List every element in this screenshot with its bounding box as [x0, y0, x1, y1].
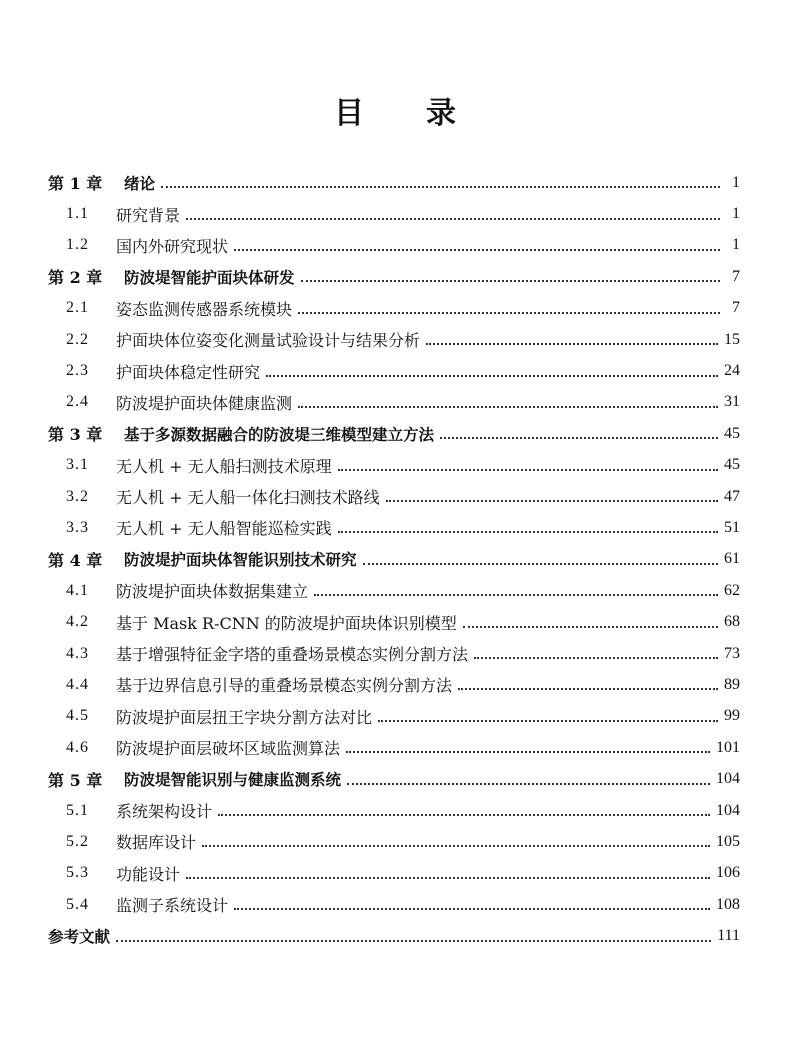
toc-chapter-entry[interactable]	[48, 763, 740, 794]
toc-entry-number: 3.1	[66, 456, 89, 474]
toc-entry-number: 2.1	[66, 299, 89, 317]
toc-entry-page-number: 104	[716, 801, 740, 819]
toc-entry-page-number: 24	[724, 362, 740, 380]
toc-references-entry[interactable]	[48, 920, 740, 951]
toc-section-entry[interactable]	[48, 230, 740, 261]
toc-entry-title: 护面块体位姿变化测量试验设计与结果分析	[116, 331, 421, 351]
dot-leader	[298, 405, 718, 408]
toc-entry-title: 绪论	[124, 174, 156, 193]
toc-entry-title: 系统架构设计	[116, 802, 213, 821]
dot-leader	[186, 217, 720, 220]
dot-leader	[234, 907, 710, 910]
toc-entry-title: 防波堤护面块体智能识别技术研究	[124, 551, 357, 570]
toc-entry-number: 4.4	[66, 675, 89, 693]
dot-leader	[347, 782, 710, 785]
toc-section-entry[interactable]	[48, 575, 740, 606]
toc-entry-page-number: 104	[716, 770, 740, 788]
toc-entry-number: 第 1 章	[48, 174, 103, 194]
toc-entry-page-number: 7	[732, 267, 740, 285]
toc-entry-number: 5.3	[66, 864, 89, 882]
toc-entry-page-number: 73	[724, 644, 740, 662]
toc-entry-title: 姿态监测传感器系统模块	[116, 299, 293, 319]
toc-entry-title: 防波堤护面层破坏区域监测算法	[116, 739, 341, 759]
toc-entry-number: 5.1	[66, 801, 89, 819]
toc-entry-number: 5.4	[66, 895, 89, 913]
toc-section-entry[interactable]	[48, 293, 740, 324]
dot-leader	[161, 185, 720, 188]
toc-entry-title: 无人机 + 无人船扫测技术原理	[116, 456, 332, 476]
toc-entry-page-number: 51	[724, 518, 740, 536]
dot-leader	[266, 374, 718, 377]
dot-leader	[314, 593, 718, 596]
toc-entry-title: 参考文献	[48, 928, 111, 947]
toc-entry-title: 基于边界信息引导的重叠场景模态实例分割方法	[116, 676, 453, 696]
toc-section-entry[interactable]	[48, 826, 740, 857]
toc-chapter-entry[interactable]	[48, 544, 740, 575]
toc-entry-page-number: 101	[716, 738, 740, 756]
dot-leader	[218, 813, 710, 816]
toc-entry-title: 监测子系统设计	[116, 896, 229, 916]
toc-entry-title: 防波堤智能识别与健康监测系统	[124, 771, 342, 790]
dot-leader	[202, 844, 710, 847]
toc-entry-title: 防波堤护面块体健康监测	[116, 393, 293, 413]
toc-entry-page-number: 106	[716, 864, 740, 882]
dot-leader	[186, 876, 710, 879]
toc-entry-number: 第 5 章	[48, 770, 103, 790]
dot-leader	[301, 279, 720, 282]
toc-entry-title: 研究背景	[116, 205, 181, 225]
toc-entry-number: 4.2	[66, 613, 89, 631]
toc-entry-title: 功能设计	[116, 864, 181, 884]
toc-entry-page-number: 1	[732, 173, 740, 191]
toc-entry-page-number: 45	[724, 456, 740, 474]
dot-leader	[116, 939, 711, 942]
toc-entry-page-number: 1	[732, 205, 740, 223]
toc-entry-page-number: 99	[724, 707, 740, 725]
toc-entry-page-number: 105	[716, 832, 740, 850]
toc-entry-number: 3.3	[66, 518, 89, 536]
toc-section-entry[interactable]	[48, 795, 740, 826]
toc-section-entry[interactable]	[48, 732, 740, 763]
toc-entry-page-number: 89	[724, 675, 740, 693]
toc-entry-title: 护面块体稳定性研究	[116, 362, 261, 382]
toc-chapter-entry[interactable]	[48, 261, 740, 292]
toc-entry-page-number: 47	[724, 487, 740, 505]
toc-section-entry[interactable]	[48, 387, 740, 418]
toc-chapter-entry[interactable]	[48, 418, 740, 449]
toc-entry-number: 第 4 章	[48, 550, 103, 570]
toc-entry-number: 第 3 章	[48, 425, 103, 445]
toc-entry-number: 2.3	[66, 362, 89, 380]
toc-entry-title: 基于增强特征金字塔的重叠场景模态实例分割方法	[116, 645, 469, 665]
toc-entry-number: 4.3	[66, 644, 89, 662]
toc-entry-number: 1.2	[66, 236, 89, 254]
dot-leader	[338, 530, 718, 533]
toc-entry-number: 3.2	[66, 487, 89, 505]
toc-entry-page-number: 68	[724, 613, 740, 631]
toc-entry-page-number: 108	[716, 895, 740, 913]
toc-section-entry[interactable]	[48, 355, 740, 386]
toc-entry-number: 5.2	[66, 832, 89, 850]
toc-section-entry[interactable]	[48, 481, 740, 512]
dot-leader	[458, 687, 718, 690]
table-of-contents	[48, 167, 740, 952]
toc-entry-title: 数据库设计	[116, 833, 197, 853]
toc-entry-number: 第 2 章	[48, 268, 103, 288]
dot-leader	[386, 499, 718, 502]
toc-section-entry[interactable]	[48, 889, 740, 920]
toc-entry-title: 基于多源数据融合的防波堤三维模型建立方法	[124, 425, 435, 444]
toc-section-entry[interactable]	[48, 606, 740, 637]
toc-entry-page-number: 45	[724, 424, 740, 442]
dot-leader	[426, 342, 718, 345]
toc-entry-number: 4.1	[66, 581, 89, 599]
toc-entry-page-number: 1	[732, 236, 740, 254]
dot-leader	[474, 656, 718, 659]
toc-section-entry[interactable]	[48, 669, 740, 700]
toc-section-entry[interactable]	[48, 450, 740, 481]
dot-leader	[378, 719, 718, 722]
toc-entry-number: 4.5	[66, 707, 89, 725]
toc-entry-title: 防波堤智能护面块体研发	[124, 268, 295, 287]
toc-section-entry[interactable]	[48, 324, 740, 355]
toc-entry-title: 防波堤护面层扭王字块分割方法对比	[116, 707, 373, 727]
title-char-1: 目	[334, 96, 364, 131]
toc-section-entry[interactable]	[48, 858, 740, 889]
toc-entry-page-number: 61	[724, 550, 740, 568]
toc-entry-page-number: 62	[724, 581, 740, 599]
toc-chapter-entry[interactable]	[48, 167, 740, 198]
toc-entry-title: 无人机 + 无人船智能巡检实践	[116, 519, 332, 539]
toc-section-entry[interactable]	[48, 638, 740, 669]
toc-entry-page-number: 111	[717, 927, 740, 945]
title-char-2: 录	[426, 96, 456, 131]
dot-leader	[363, 562, 718, 565]
toc-section-entry[interactable]	[48, 198, 740, 229]
dot-leader	[440, 436, 718, 439]
toc-entry-page-number: 15	[724, 330, 740, 348]
dot-leader	[346, 750, 710, 753]
toc-entry-title: 防波堤护面块体数据集建立	[116, 582, 309, 602]
toc-entry-title: 无人机 + 无人船一体化扫测技术路线	[116, 488, 380, 508]
toc-section-entry[interactable]	[48, 701, 740, 732]
toc-entry-title: 国内外研究现状	[116, 236, 229, 256]
toc-entry-page-number: 7	[732, 299, 740, 317]
dot-leader	[463, 625, 718, 628]
dot-leader	[338, 468, 718, 471]
toc-entry-title: 基于 Mask R-CNN 的防波堤护面块体识别模型	[116, 613, 457, 633]
page-title	[0, 88, 790, 132]
toc-entry-number: 1.1	[66, 205, 89, 223]
toc-section-entry[interactable]	[48, 512, 740, 543]
toc-entry-number: 4.6	[66, 738, 89, 756]
toc-entry-page-number: 31	[724, 393, 740, 411]
dot-leader	[298, 311, 720, 314]
dot-leader	[234, 248, 720, 251]
toc-entry-number: 2.2	[66, 330, 89, 348]
toc-entry-number: 2.4	[66, 393, 89, 411]
